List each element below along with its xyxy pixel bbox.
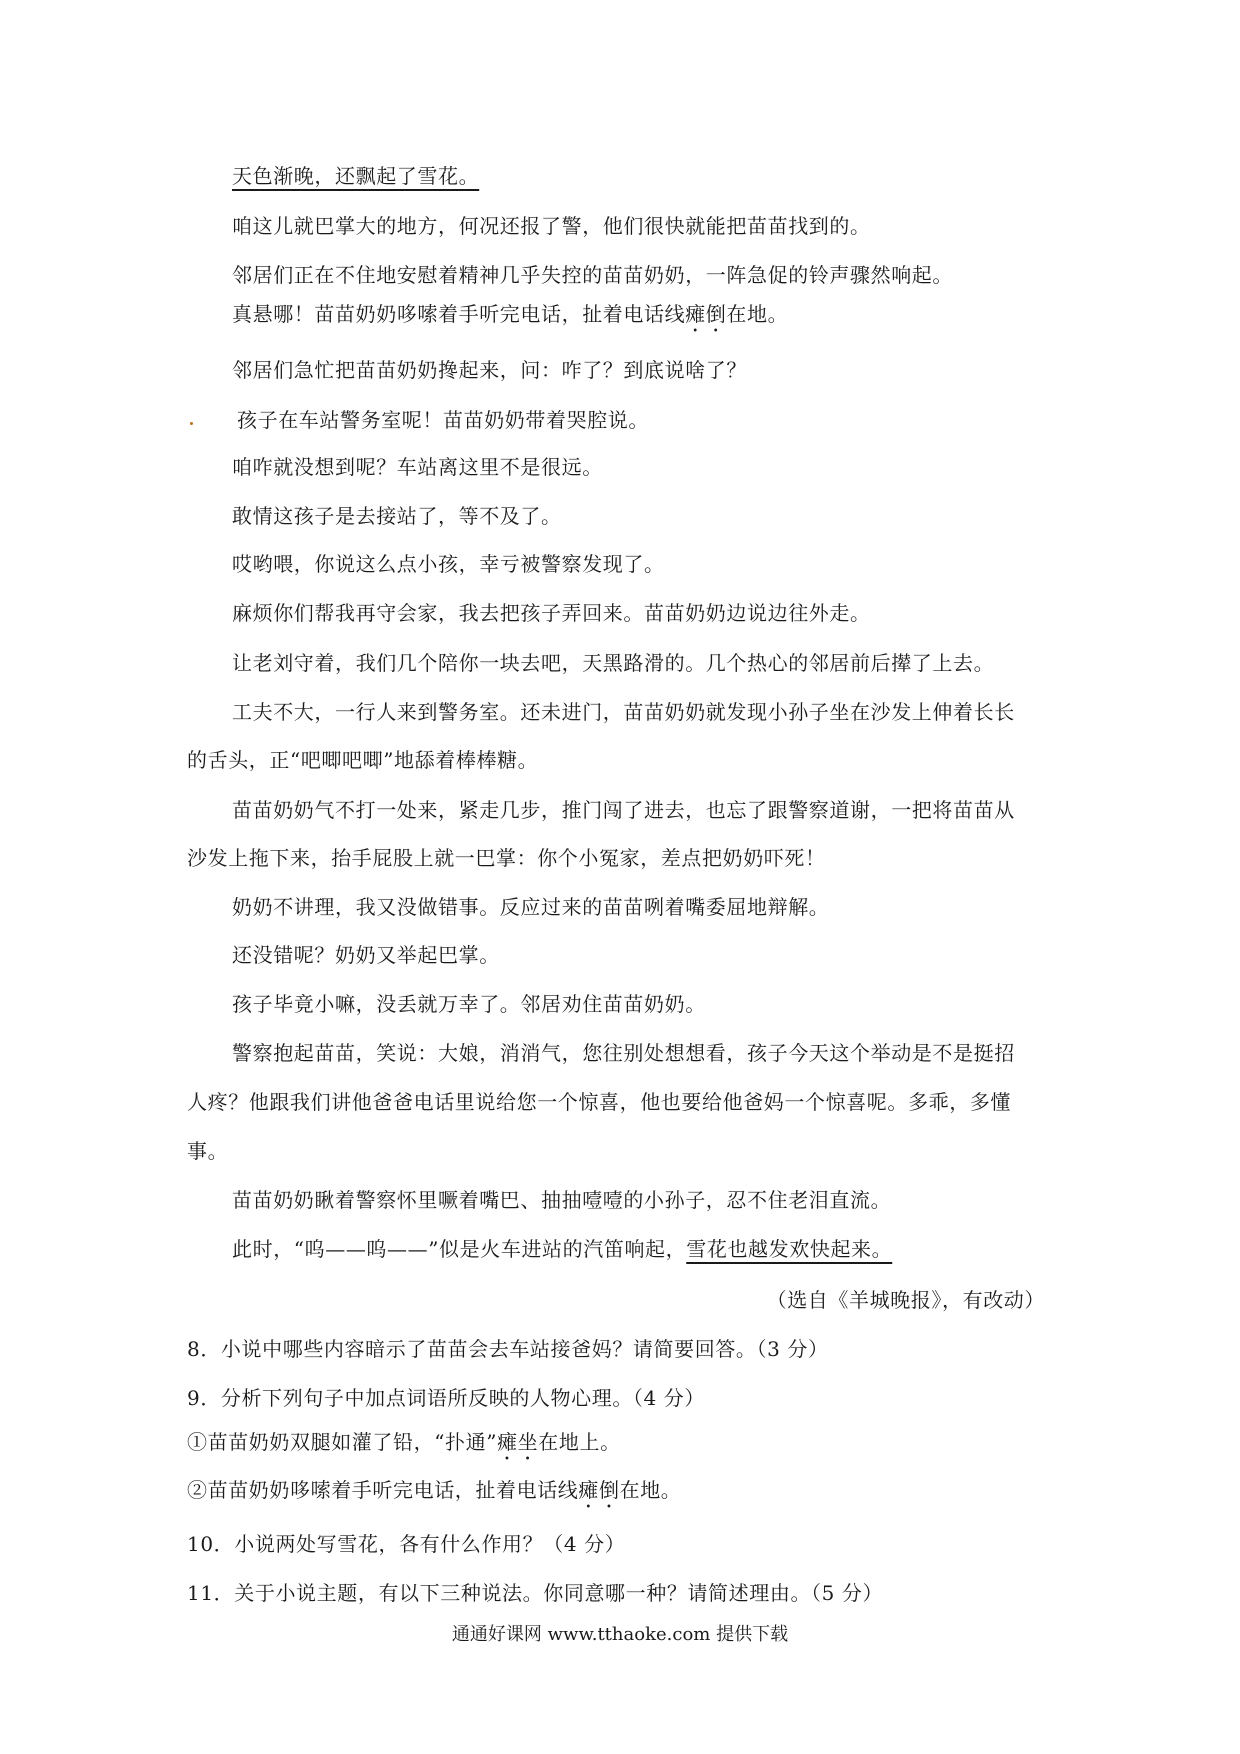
story-paragraph-19 — [232, 1235, 892, 1263]
dotted-word: 瘫坐 — [497, 1430, 539, 1454]
story-paragraph-18: 苗苗奶奶瞅着警察怀里噘着嘴巴、抽抽噎噎的小孙子，忍不住老泪直流。 — [232, 1188, 892, 1212]
story-paragraph-12-line-1: 工夫不大，一行人来到警务室。还未进门，苗苗奶奶就发现小孙子坐在沙发上伸着长长 — [232, 700, 1015, 724]
story-paragraph-3: 邻居们正在不住地安慰着精神几乎失控的苗苗奶奶，一阵急促的铃声骤然响起。 — [232, 263, 953, 287]
dotted-word: 瘫倒 — [578, 1478, 620, 1502]
story-paragraph-10: 麻烦你们帮我再守会家，我去把孩子弄回来。苗苗奶奶边说边往外走。 — [232, 601, 871, 625]
text-segment: ②苗苗奶奶哆嗦着手听完电话，扯着电话线 — [187, 1478, 579, 1502]
text-segment: ①苗苗奶奶双腿如灌了铅，“扑通” — [187, 1430, 498, 1454]
story-paragraph-16: 孩子毕竟小嘛，没丢就万幸了。邻居劝住苗苗奶奶。 — [232, 992, 706, 1016]
story-paragraph-2: 咱这儿就巴掌大的地方，何况还报了警，他们很快就能把苗苗找到的。 — [232, 214, 871, 238]
text-segment: 在地。 — [619, 1478, 682, 1502]
story-paragraph-13-line-2: 沙发上拖下来，抬手屁股上就一巴掌：你个小冤家，差点把奶奶吓死！ — [187, 846, 826, 870]
footer-watermark: 通通好课网 www.tthaoke.com 提供下载 — [451, 1624, 789, 1645]
question-9-item-1 — [187, 1428, 621, 1465]
question-10: 10．小说两处写雪花，各有什么作用？（4 分） — [187, 1532, 626, 1556]
text-segment: 在地上。 — [538, 1430, 621, 1454]
text-segment: 真悬哪！苗苗奶奶哆嗦着手听完电话，扯着电话线 — [232, 302, 686, 326]
story-paragraph-5: 邻居们急忙把苗苗奶奶搀起来，问：咋了？到底说啥了？ — [232, 358, 747, 382]
story-paragraph-8: 敢情这孩子是去接站了，等不及了。 — [232, 504, 562, 528]
underlined-sentence: 雪花也越发欢快起来。 — [686, 1237, 893, 1261]
source-citation: （选自《羊城晚报》，有改动） — [766, 1288, 1045, 1312]
text-segment: 此时，“呜——呜——”似是火车进站的汽笛响起， — [232, 1237, 687, 1261]
question-8: 8．小说中哪些内容暗示了苗苗会去车站接爸妈？请简要回答。（3 分） — [187, 1337, 829, 1361]
story-paragraph-17-line-1: 警察抱起苗苗，笑说：大娘，消消气，您往别处想想看，孩子今天这个举动是不是挺招 — [232, 1041, 1015, 1065]
story-paragraph-17-line-2: 人疼？他跟我们讲他爸爸电话里说给您一个惊喜，他也要给他爸妈一个惊喜呢。多乖，多懂 — [187, 1090, 1011, 1114]
question-9-item-2 — [187, 1476, 681, 1513]
story-paragraph-14: 奶奶不讲理，我又没做错事。反应过来的苗苗咧着嘴委屈地辩解。 — [232, 895, 830, 919]
ink-speck — [190, 422, 193, 425]
story-paragraph-1: 天色渐晚，还飘起了雪花。 — [232, 164, 480, 188]
story-paragraph-13-line-1: 苗苗奶奶气不打一处来，紧走几步，推门闯了进去，也忘了跟警察道谢，一把将苗苗从 — [232, 798, 1015, 822]
story-paragraph-15: 还没错呢？奶奶又举起巴掌。 — [232, 943, 500, 967]
question-11: 11．关于小说主题，有以下三种说法。你同意哪一种？请简述理由。（5 分） — [187, 1581, 884, 1605]
story-paragraph-11: 让老刘守着，我们几个陪你一块去吧，天黑路滑的。几个热心的邻居前后撵了上去。 — [232, 651, 995, 675]
story-paragraph-6: 孩子在车站警务室呢！苗苗奶奶带着哭腔说。 — [237, 408, 649, 432]
story-paragraph-4 — [232, 300, 788, 337]
story-paragraph-12-line-2: 的舌头，正“吧唧吧唧”地舔着棒棒糖。 — [187, 748, 539, 772]
story-paragraph-17-line-3: 事。 — [187, 1139, 229, 1163]
question-9: 9．分析下列句子中加点词语所反映的人物心理。（4 分） — [187, 1386, 706, 1410]
dotted-word: 瘫倒 — [685, 302, 727, 326]
story-paragraph-9: 哎哟喂，你说这么点小孩，幸亏被警察发现了。 — [232, 552, 665, 576]
text-segment: 在地。 — [726, 302, 789, 326]
story-paragraph-7: 咱咋就没想到呢？车站离这里不是很远。 — [232, 455, 603, 479]
